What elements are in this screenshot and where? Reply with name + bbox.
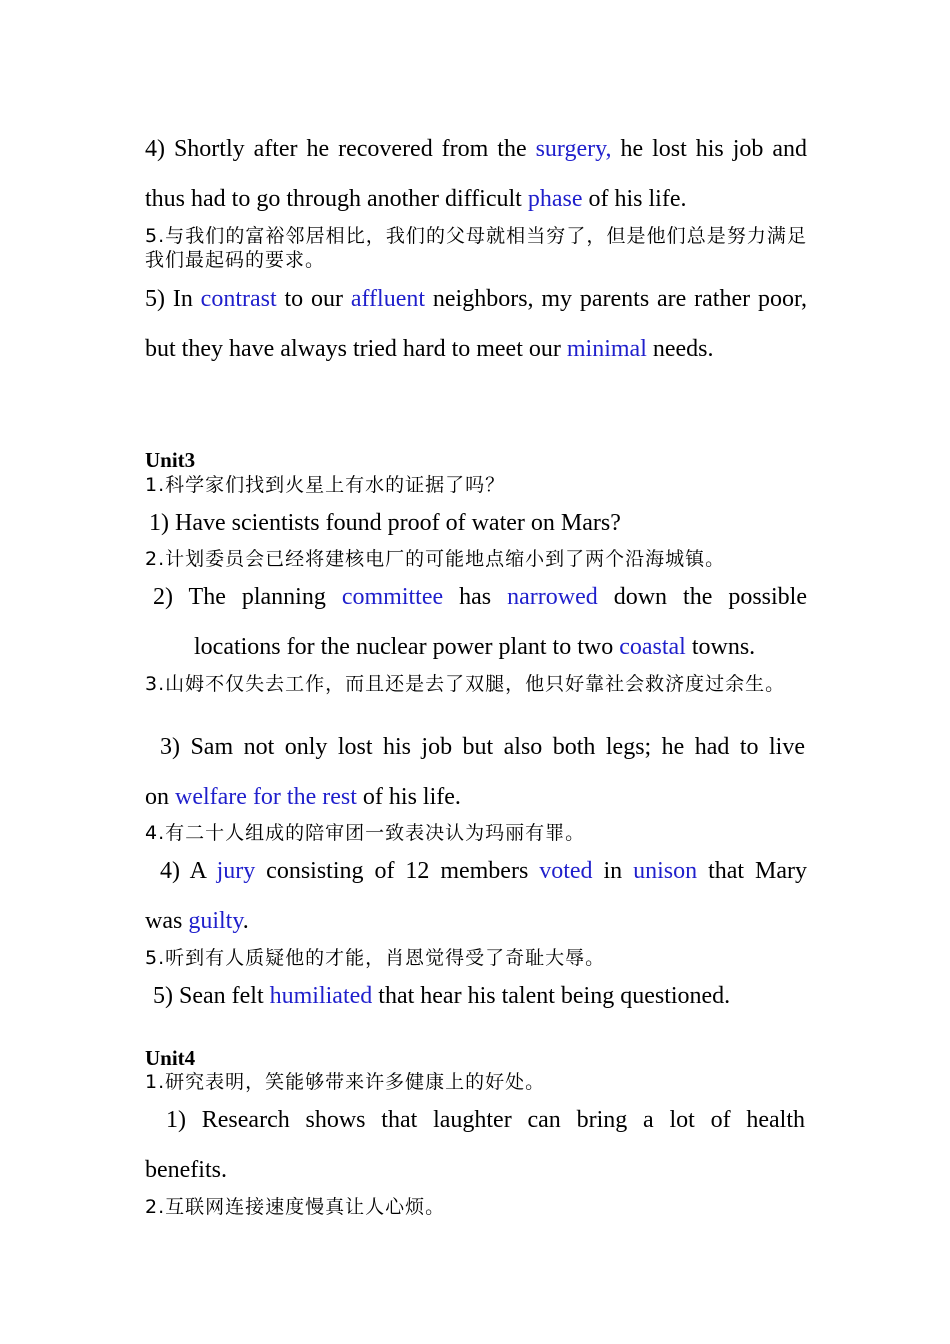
keyword: contrast <box>200 286 277 312</box>
keyword: unison <box>633 858 698 884</box>
sentence-cn-4: 4.有二十人组成的陪审团一致表决认为玛丽有罪。 <box>145 822 586 844</box>
sentence-cn-2: 2.互联网连接速度慢真让人心烦。 <box>145 1196 446 1218</box>
sentence-en-2-line2: locations for the nuclear power plant to two coastal towns. <box>194 634 756 660</box>
sentence-en-4-line2: was guilty. <box>145 908 249 934</box>
keyword: guilty <box>188 908 243 934</box>
keyword: phase <box>527 186 583 212</box>
keyword: humiliated <box>269 983 373 1009</box>
keyword: surgery, <box>535 136 612 162</box>
sentence-cn-1: 1.科学家们找到火星上有水的证据了吗？ <box>145 474 506 496</box>
unit-heading: Unit3 <box>145 448 196 472</box>
keyword: welfare for the rest <box>175 784 357 810</box>
sentence-en-3-line2: on welfare for the rest of his life. <box>145 784 461 810</box>
sentence-en-2-line1: 2) The planning committee has narrowed down the possible <box>153 584 807 610</box>
sentence-en-4: 4) Shortly after he recovered from the surgery, he lost his job and thus had to go through another difficult phase of his life. <box>145 136 808 212</box>
sentence-en-3-line1: 3) Sam not only lost his job but also both legs; he had to live <box>160 734 805 760</box>
sentence-en-5: 5) In contrast to our affluent neighbors, my parents are rather poor, but they have always tried hard to meet our minimal needs. <box>145 286 807 362</box>
sentence-cn-1: 1.研究表明，笑能够带来许多健康上的好处。 <box>145 1071 546 1093</box>
sentence-cn-3: 3.山姆不仅失去工作，而且还是去了双腿，他只好靠社会救济度过余生。 <box>145 673 786 695</box>
unit-heading: Unit4 <box>145 1046 196 1070</box>
keyword: voted <box>539 858 593 884</box>
sentence-cn-2: 2.计划委员会已经将建核电厂的可能地点缩小到了两个沿海城镇。 <box>145 548 726 570</box>
sentence-en-5: 5) Sean felt humiliated that hear his talent being questioned. <box>153 983 731 1009</box>
sentence-en-1-line1: 1) Research shows that laughter can bring a lot of health <box>166 1107 805 1133</box>
keyword: minimal <box>566 336 647 362</box>
keyword: jury <box>216 858 256 884</box>
sentence-en-1-line2: benefits. <box>145 1157 227 1183</box>
keyword: coastal <box>619 634 686 660</box>
sentence-cn-5: 5.与我们的富裕邻居相比，我们的父母就相当穷了，但是他们总是努力满足我们最起码的要求。 <box>145 225 807 271</box>
keyword: narrowed <box>507 584 598 610</box>
keyword: committee <box>341 584 444 610</box>
sentence-en-4-line1: 4) A jury consisting of 12 members voted in unison that Mary <box>160 858 807 884</box>
sentence-en-1: 1) Have scientists found proof of water on Mars? <box>149 510 621 536</box>
keyword: affluent <box>350 286 426 312</box>
sentence-cn-5: 5.听到有人质疑他的才能，肖恩觉得受了奇耻大辱。 <box>145 947 606 969</box>
